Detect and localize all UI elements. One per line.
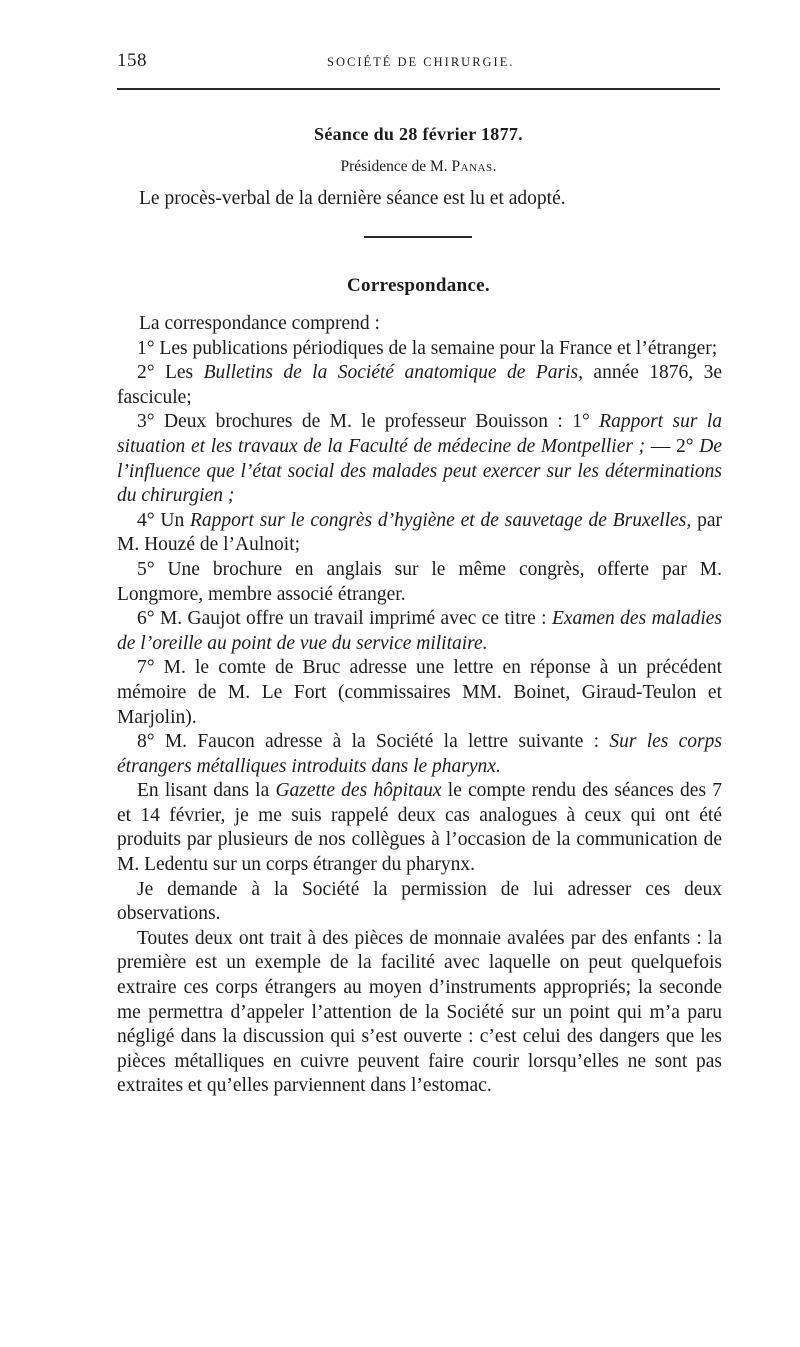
header-rule: [117, 88, 720, 90]
item-text: — 2°: [645, 435, 700, 457]
item-text: 2° Les: [137, 362, 204, 384]
body-text: [117, 312, 722, 1099]
item-text: par M. Houzé de l’Aulnoit;: [117, 509, 722, 556]
presidency-suffix: .: [492, 158, 497, 175]
running-head: [117, 50, 720, 74]
item-title: Bulletins de la Société anatomique de Paris,: [203, 362, 583, 384]
correspondence-intro: La correspondance comprend :: [139, 313, 380, 334]
item-text: 5° Une brochure en anglais sur le même congrès, offerte par M. Longmore, membre associé étranger.: [117, 558, 722, 605]
president-name: Panas: [451, 158, 493, 175]
correspondence-item-2: [117, 361, 722, 410]
correspondence-item-1: [117, 337, 722, 362]
item-title: Rapport sur le congrès d’hygiène et de sauvetage de Bruxelles,: [190, 509, 692, 531]
letter-paragraph-3: Toutes deux ont trait à des pièces de monnaie avalées par des enfants : la première est un exemple de la facilité avec laquelle on peut quelquefois extraire ces corps étrangers au moyen d’instruments appropriés; la seconde me permettra d’appeler l’attention de la Société sur un point qui m’a paru négligé dans la discussion qui s’est ouverte : c’est celui des dangers que les pièces métalliques en cuivre peuvent faire courir lorsqu’elles ne sont pas extraites et qu’elles parviennent dans l’estomac.: [117, 927, 722, 1097]
paragraph-text: En lisant dans la: [137, 780, 276, 802]
correspondence-item-4: [117, 509, 722, 558]
minutes-statement: Le procès-verbal de la dernière séance est lu et adopté.: [139, 188, 566, 209]
item-title: Rapport sur la situation et les travaux de la Faculté de médecine de Montpellier ;: [117, 411, 722, 457]
letter-paragraph-1: [117, 779, 722, 877]
item-text: 8° M. Faucon adresse à la Société la lettre suivante :: [137, 731, 610, 753]
periodical-title: Gazette des hôpitaux: [275, 780, 442, 802]
item-text: année 1876, 3e fascicule;: [117, 362, 723, 408]
presidency-line: [117, 158, 720, 176]
item-text: 3° Deux brochures de M. le professeur Bouisson : 1°: [137, 411, 600, 433]
correspondence-item-3: [117, 410, 722, 508]
section-divider: [364, 236, 472, 238]
correspondence-item-6: [117, 607, 722, 656]
session-title: Séance du 28 février 1877.: [314, 124, 523, 144]
letter-paragraph-2: Je demande à la Société la permission de lui adresser ces deux observations.: [117, 878, 722, 925]
item-title: De l’influence que l’état social des malades peut exercer sur les déterminations du chirurgien ;: [117, 435, 722, 507]
correspondence-heading: Correspondance.: [347, 275, 490, 296]
correspondence-item-5: [117, 558, 722, 607]
item-text: 4° Un: [137, 509, 191, 531]
journal-title: SOCIÉTÉ DE CHIRURGIE.: [327, 55, 515, 69]
item-text: 7° M. le comte de Bruc adresse une lettre en réponse à un précédent mémoire de M. Le Fort (commissaires MM. Boinet, Giraud-Teulon et Marjolin).: [117, 657, 722, 728]
paragraph-text: le compte rendu des séances des 7 et 14 février, je me suis rappelé deux cas analogues à ceux qui ont été produits par plusieurs de nos collègues à l’occasion de la communication de M. Ledentu sur un corps étranger du pharynx.: [117, 780, 722, 876]
correspondence-item-7: [117, 656, 722, 730]
item-text: 1° Les publications périodiques de la semaine pour la France et l’étranger;: [137, 337, 718, 359]
presidency-prefix: Présidence de M.: [340, 158, 452, 175]
item-text: 6° M. Gaujot offre un travail imprimé avec ce titre :: [137, 608, 552, 630]
item-title: Examen des maladies de l’oreille au point de vue du service militaire.: [117, 608, 722, 654]
correspondence-item-8: [117, 730, 722, 779]
item-title: Sur les corps étrangers métalliques introduits dans le pharynx.: [117, 731, 722, 777]
page-number: 158: [117, 50, 147, 71]
